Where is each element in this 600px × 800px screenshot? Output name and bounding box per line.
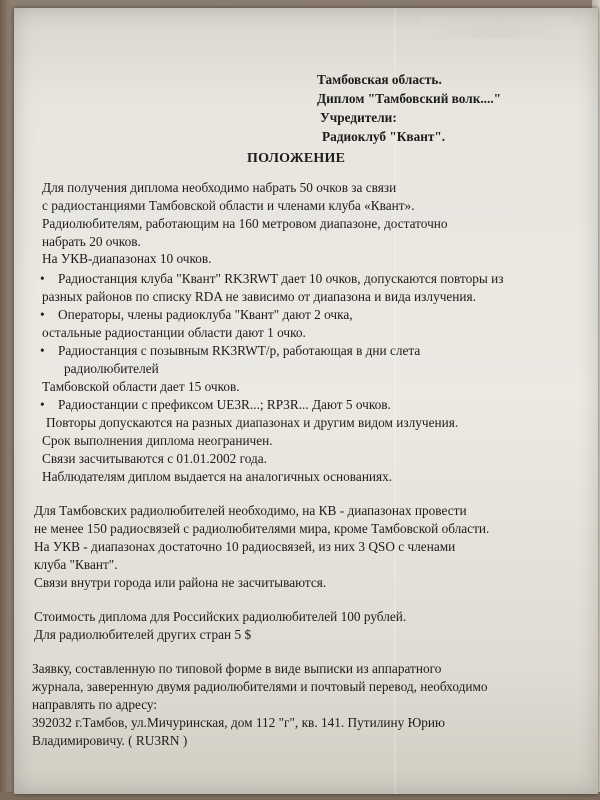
application-text-line: направлять по адресу: [32,697,158,712]
bullet-item-text: разных районов по списку RDA не зависимо от диапазона и вида излучения. [42,289,476,304]
bullet-item-text: Тамбовской области дает 15 очков. [42,379,240,394]
rule-text-line: Повторы допускаются на разных диапазонах и другим видом излучения. [46,415,459,430]
bullet-icon: • [40,343,45,358]
header-founders-label: Учредители: [320,110,397,125]
rule-text-line: клуба "Квант". [34,557,118,572]
price-line: Стоимость диплома для Российских радиолюбителей 100 рублей. [34,609,407,624]
postal-address: 392032 г.Тамбов, ул.Мичуринская, дом 112 "г", кв. 141. Путилину Юрию [32,715,445,730]
rule-text-line: Связи засчитываются с 01.01.2002 года. [42,451,267,466]
application-text-line: Заявку, составленную по типовой форме в виде выписки из аппаратного [32,661,442,676]
rule-text-line: На УКВ - диапазонах достаточно 10 радиосвязей, из них 3 QSO с членами [34,539,456,554]
bullet-icon: • [40,397,45,412]
price-line: Для радиолюбителей других стран 5 $ [34,627,252,642]
rule-text-line: Срок выполнения диплома неограничен. [42,433,273,448]
rule-text-line: набрать 20 очков. [42,234,141,249]
bullet-item-text: Радиостанция клуба "Квант" RK3RWT дает 10 очков, допускаются повторы из [58,271,504,286]
rule-text-line: с радиостанциями Тамбовской области и членами клуба «Квант». [42,198,415,213]
bullet-item-text: Радиостанция с позывным RK3RWT/p, работающая в дни слета [58,343,421,358]
rule-text-line: Для Тамбовских радиолюбителей необходимо, на КВ - диапазонах провести [34,503,467,518]
bullet-item-text: остальные радиостанции области дают 1 очко. [42,325,306,340]
bullet-item-text: радиолюбителей [64,361,159,376]
bullet-item-text: Радиостанции с префиксом UE3R...; RP3R... Дают 5 очков. [58,397,391,412]
rule-text-line: На УКВ-диапазонах 10 очков. [42,251,212,266]
rule-text-line: Радиолюбителям, работающим на 160 метровом диапазоне, достаточно [42,216,448,231]
bullet-item-text: Операторы, члены радиоклуба "Квант" дают 2 очка, [58,307,353,322]
header-founder-club: Радиоклуб "Квант". [322,129,446,144]
application-text-line: журнала, заверенную двумя радиолюбителями и почтовый перевод, необходимо [32,679,488,694]
header-diploma-name: Диплом "Тамбовский волк...." [317,91,502,106]
document-title: ПОЛОЖЕНИЕ [247,151,346,166]
bullet-icon: • [40,307,45,322]
addressee-callsign: Владимировичу. ( RU3RN ) [32,733,188,748]
header-region: Тамбовская область. [317,72,442,87]
rule-text-line: не менее 150 радиосвязей с радиолюбителями мира, кроме Тамбовской области. [34,521,490,536]
bullet-icon: • [40,271,45,286]
rule-text-line: Для получения диплома необходимо набрать 50 очков за связи [42,180,397,195]
rule-text-line: Наблюдателям диплом выдается на аналогичных основаниях. [42,469,393,484]
document-sheet [14,8,598,794]
plastic-sleeve-highlight [422,16,572,38]
rule-text-line: Связи внутри города или района не засчитываются. [34,575,327,590]
